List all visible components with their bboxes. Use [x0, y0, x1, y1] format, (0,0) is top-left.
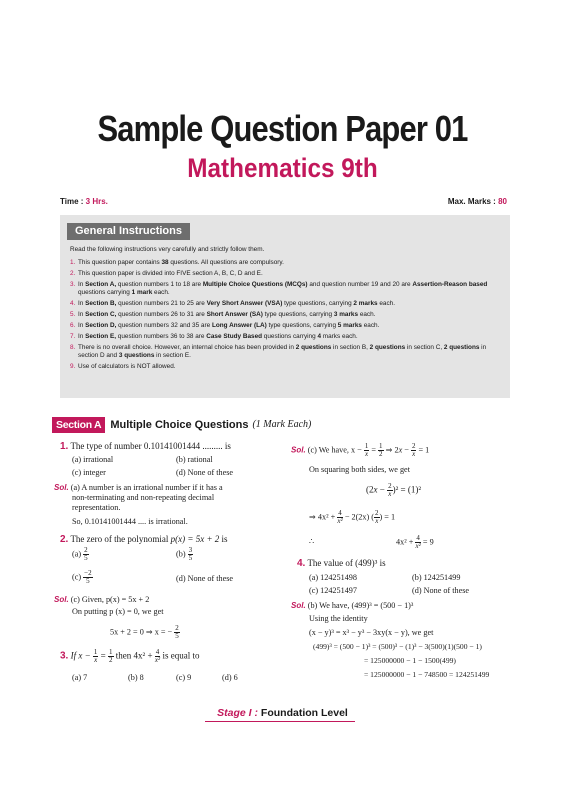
q1-option-a: (a) irrational [72, 455, 114, 464]
q2-option-d: (d) None of these [176, 574, 234, 583]
instruction-text: type questions, carrying [266, 322, 338, 330]
instruction-item [70, 311, 505, 320]
instruction-item [70, 333, 505, 342]
instruction-item [70, 281, 505, 298]
instruction-text: question numbers 1 to 18 are [116, 280, 203, 288]
question-4: 4. The value of (499)³ is [297, 558, 386, 569]
q3-option-b: (b) 8 [128, 673, 144, 682]
solution-3-line-2: On squaring both sides, we get [309, 465, 410, 474]
q4-option-c: (c) 124251497 [309, 586, 357, 595]
marks-info: Max. Marks : 80 [447, 197, 507, 206]
instruction-text: 5 marks [337, 322, 362, 330]
instruction-text: questions. All questions are compulsory. [168, 259, 284, 266]
fraction: $\frac{1}{2}$ [109, 648, 113, 664]
solution-2-line-2: On putting p (x) = 0, we get [72, 607, 164, 616]
solution-1-line-4: So, 0.10141001444 .... is irrational. [72, 517, 188, 526]
question-3: 3. If x − $\frac{1}{x}$ = $\frac{1}{2}$ then 4x² + $\frac{4}{\text{x²}}$ is equal to [60, 648, 200, 664]
instruction-text: Section C, [85, 311, 117, 319]
instruction-number: 3. [70, 280, 76, 288]
instruction-text: Section B, [85, 300, 117, 308]
solution-4-line-2: Using the identity [309, 614, 368, 623]
fraction: $\frac{2}{x}$ [411, 442, 416, 458]
instruction-item [70, 259, 505, 268]
instruction-text: 2 questions [443, 343, 480, 351]
solution-4-line-3: (x − y)³ = x³ − y³ − 3xy(x − y), we get [309, 628, 434, 637]
q2-option-b: (b) $\frac{3}{5}$ [176, 546, 193, 562]
instructions-list [70, 259, 505, 374]
instruction-text: Case Study Based [206, 332, 263, 340]
instruction-item [70, 270, 505, 279]
instruction-number: 6. [70, 322, 76, 330]
instruction-text: marks each. [321, 332, 358, 340]
section-a-header [52, 416, 311, 433]
fraction: $\frac{1}{x}$ [93, 648, 98, 664]
instruction-text: In [78, 322, 86, 330]
instruction-text: 1 mark [131, 289, 153, 297]
instructions-intro: Read the following instructions very carefully and strictly follow them. [70, 246, 265, 253]
instructions-heading: General Instructions [67, 223, 190, 240]
instruction-text: in section B, [331, 343, 370, 351]
solution-3-line-4: ⇒ 4x² + $\frac{4}{\text{x²}}$ − 2(2x) ( $\frac{2}{x}$ ) = 1 [309, 509, 396, 525]
solution-3-line-1: Sol. (c) We have, x − $\frac{1}{x}$ = $\frac{1}{2}$ ⇒ 2x − $\frac{2}{x}$ = 1 [291, 442, 430, 458]
instruction-number: 4. [70, 300, 76, 308]
q2-option-c: (c) $\frac{-2}{5}$ [72, 569, 92, 585]
instruction-text: Multiple Choice Questions (MCQs) [202, 280, 308, 288]
solution-3-line-5a: ∴ [309, 537, 315, 546]
instruction-text: 3 questions [118, 352, 155, 360]
instruction-text: In [78, 332, 86, 340]
solution-2-line-1: Sol. (c) Given, p(x) = 5x + 2 [54, 595, 150, 604]
q3-option-d: (d) 6 [222, 673, 238, 682]
q2-option-a: (a) $\frac{2}{5}$ [72, 546, 88, 562]
instruction-text: 2 questions [295, 343, 332, 351]
instruction-text: In [78, 280, 86, 288]
instruction-number: 8. [70, 343, 76, 351]
solution-3-line-3: (2x − $\frac{2}{x}$ )² = (1)² [366, 482, 422, 498]
instruction-text: questions carrying [262, 332, 318, 340]
q1-option-d: (d) None of these [176, 468, 234, 477]
instruction-text: There is no overall choice. However, an internal choice has been provided in [78, 343, 296, 351]
solution-2-line-3: 5x + 2 = 0 ⇒ x = − $\frac{2}{5}$ [110, 624, 179, 640]
instruction-text: Section D, [85, 322, 117, 330]
section-title: Multiple Choice Questions [110, 418, 249, 431]
instruction-text: This question paper contains [78, 259, 162, 266]
instruction-text: This question paper is divided into FIVE section A, B, C, D and E. [78, 269, 263, 277]
solution-4-line-6: = 125000000 − 1 − 748500 = 124251499 [364, 670, 490, 679]
instruction-number: 7. [70, 332, 76, 340]
page-title: Sample Question Paper 01 [97, 108, 468, 149]
q3-option-a: (a) 7 [72, 673, 88, 682]
fraction: $\frac{2}{x}$ [388, 482, 392, 498]
instruction-item [70, 363, 505, 372]
instruction-text: question numbers 36 to 38 are [116, 332, 207, 340]
instruction-text: each. [377, 300, 396, 308]
fraction: $\frac{2}{x}$ [375, 509, 379, 525]
instruction-text: each. [358, 311, 376, 319]
instruction-text: 2 questions [369, 343, 406, 351]
q1-option-c: (c) integer [72, 468, 106, 477]
instruction-text: 4 [317, 332, 322, 340]
footer-underline [205, 721, 355, 722]
instruction-text: questions carrying [78, 289, 132, 297]
instruction-item [70, 322, 505, 331]
question-2: 2. The zero of the polynomial p(x) = 5x + 2 is [60, 534, 228, 545]
instruction-number: 5. [70, 311, 76, 319]
instruction-text: 3 marks [333, 311, 359, 319]
instruction-number: 1. [70, 259, 76, 266]
fraction: $\frac{4}{\text{x²}}$ [154, 648, 161, 664]
fraction: $\frac{2}{5}$ [175, 624, 179, 640]
fraction: $\frac{4}{\text{x²}}$ [337, 509, 343, 525]
fraction: $\frac{3}{5}$ [188, 546, 193, 562]
instruction-text: Use of calculators is NOT allowed. [78, 363, 176, 371]
instruction-text: type questions, carrying [282, 300, 354, 308]
q4-option-a: (a) 124251498 [309, 573, 357, 582]
instruction-text: In [78, 311, 86, 319]
solution-4-line-1: Sol. (b) We have, (499)³ = (500 − 1)³ [291, 601, 414, 610]
instruction-text: each. [361, 322, 380, 330]
solution-1-line-2: non-terminating and non-repeating decimal [72, 493, 215, 502]
instruction-text: in section D and [78, 343, 487, 360]
instruction-text: Section A, [85, 280, 117, 288]
footer: Stage I : Foundation Level [217, 707, 348, 719]
solution-1-line-3: representation. [72, 503, 121, 512]
instruction-text: question numbers 21 to 25 are [116, 300, 207, 308]
instruction-item [70, 344, 505, 361]
fraction: $\frac{1}{2}$ [379, 442, 383, 458]
solution-1-line-1: Sol. (a) A number is an irrational number if it has a [54, 483, 223, 492]
instruction-text: Section E, [85, 332, 117, 340]
solution-4-line-4: (499)³ = (500 − 1)³ = (500)³ − (1)³ − 3(500)(1)(500 − 1) [313, 642, 482, 651]
instruction-text: In [78, 300, 86, 308]
fraction: $\frac{2}{5}$ [84, 546, 88, 562]
fraction: $\frac{4}{\text{x²}}$ [415, 534, 421, 550]
q3-option-c: (c) 9 [176, 673, 192, 682]
instruction-text: 38 [161, 259, 169, 266]
instruction-item [70, 300, 505, 309]
instruction-text: question numbers 32 and 35 are [116, 322, 212, 330]
q4-option-d: (d) None of these [412, 586, 470, 595]
instruction-text: and question number 19 and 20 are [307, 280, 413, 288]
instruction-text: Very Short Answer (VSA) [206, 300, 283, 308]
fraction: $\frac{-2}{5}$ [84, 569, 92, 585]
q4-option-b: (b) 124251499 [412, 573, 461, 582]
solution-4-line-5: = 125000000 − 1 − 1500(499) [364, 656, 456, 665]
instruction-number: 2. [70, 269, 76, 277]
section-tag: Section A [52, 417, 105, 433]
instruction-text: each. [152, 289, 170, 297]
instruction-text: in section C, [405, 343, 444, 351]
instruction-text: type questions, carrying [262, 311, 334, 319]
fraction: $\frac{1}{x}$ [364, 442, 369, 458]
section-subtitle: (1 Mark Each) [252, 419, 312, 430]
instruction-text: 2 marks [353, 300, 378, 308]
instruction-text: in section E. [154, 352, 191, 360]
instruction-text: question numbers 26 to 31 are [116, 311, 207, 319]
time-info: Time : 3 Hrs. [60, 197, 108, 206]
instruction-number: 9. [70, 363, 76, 371]
solution-3-line-5: 4x² + $\frac{4}{\text{x²}}$ = 9 [396, 534, 434, 550]
instruction-text: Assertion-Reason based [412, 280, 488, 288]
q1-option-b: (b) rational [176, 455, 213, 464]
instruction-text: Long Answer (LA) [211, 322, 267, 330]
page-subtitle: Mathematics 9th [187, 153, 378, 183]
question-1: 1. The type of number 0.10141001444 ......... is [60, 441, 231, 452]
instruction-text: Short Answer (SA) [206, 311, 263, 319]
